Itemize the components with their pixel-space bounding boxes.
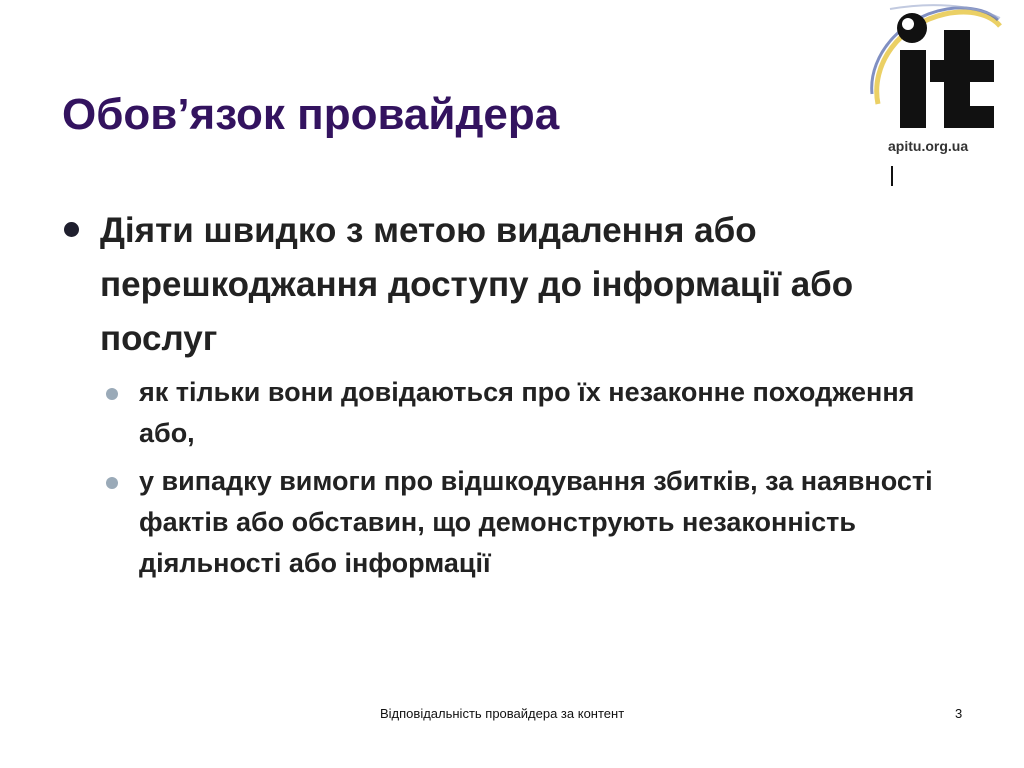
footer-text: Відповідальність провайдера за контент [380, 706, 625, 721]
sub-bullet-dot [106, 388, 118, 400]
page-number: 3 [955, 706, 963, 721]
apitu-logo [860, 4, 1010, 189]
main-bullet-text: Діяти швидко з метою видалення або перешкоджання доступу до інформації або послуг [100, 211, 854, 358]
sub-bullet-text: як тільки вони довідаються про їх незаконне походження або, [139, 377, 915, 448]
logo-caption: apitu.org.ua [888, 138, 969, 154]
sub-bullet-dot [106, 477, 118, 489]
apitu-logo-graphic [860, 4, 1010, 189]
sub-bullet-text: у випадку вимоги про відшкодування збитків, за наявності фактів або обставин, що демонструють незаконність діяльності або інформації [139, 466, 933, 578]
slide-title: Обов’язок провайдера [62, 90, 560, 139]
main-bullet-dot [64, 222, 79, 237]
